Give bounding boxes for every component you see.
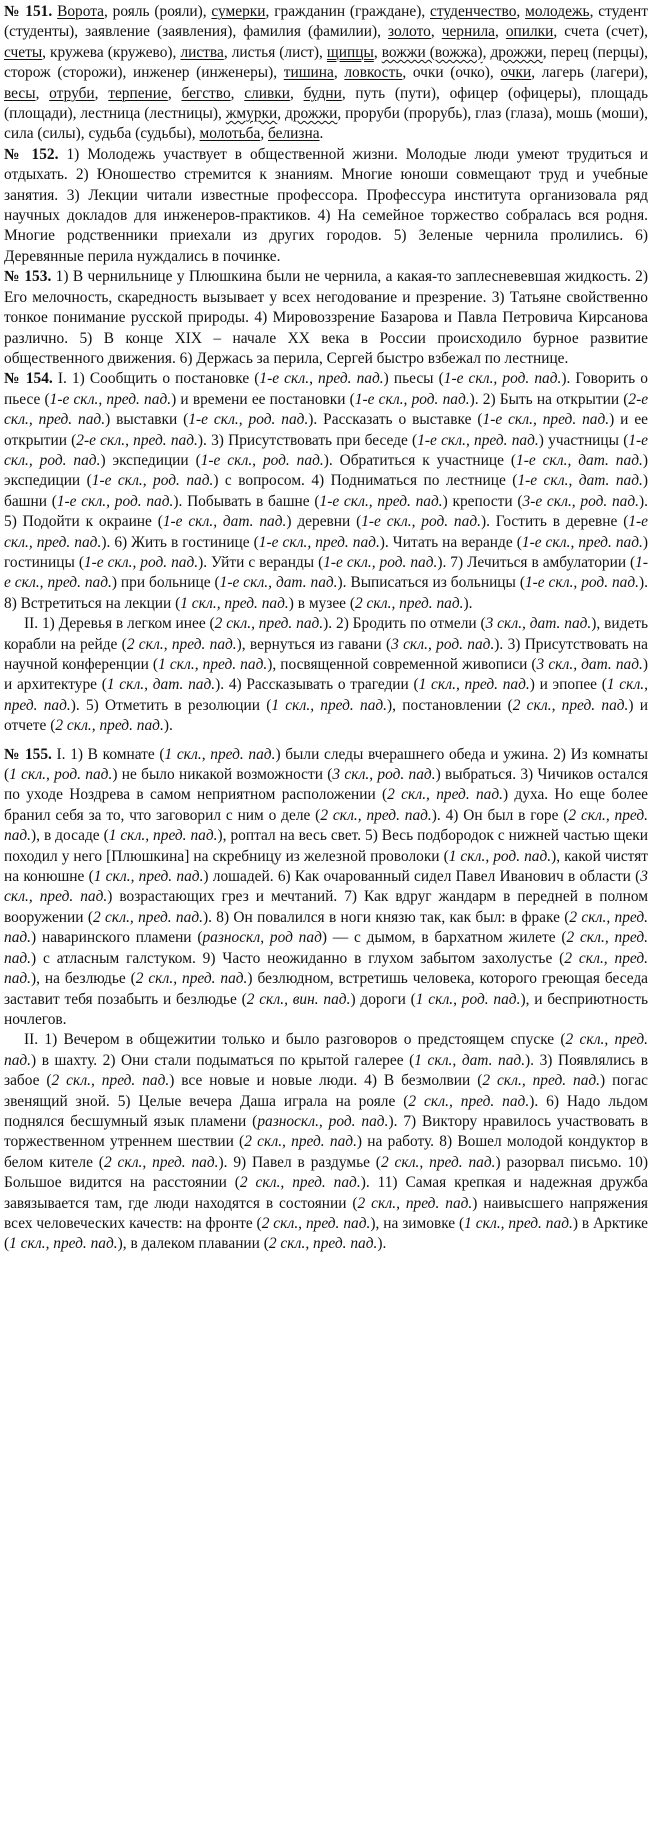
text-run: ). 3) Присутствовать на научной конференции ( xyxy=(4,635,649,673)
grammar-note: 2 скл., пред. пад. xyxy=(408,1092,530,1110)
underlined-word: чернила xyxy=(441,23,495,41)
text-run: ). Выписаться из больницы ( xyxy=(337,574,525,592)
exercise-151 xyxy=(4,2,648,145)
grammar-note: 2 скл., пред. пад. xyxy=(4,1031,648,1069)
text-run: ) башни ( xyxy=(4,472,648,510)
underlined-word: сумерки xyxy=(211,3,266,20)
text-run: , счета (счет), xyxy=(553,23,648,41)
grammar-note: 2 скл., пред. пад. xyxy=(482,1072,601,1090)
text-run: ) и отчете ( xyxy=(4,696,649,735)
text-run: , xyxy=(260,125,269,143)
text-run: ) в шахту. 2) Они стали подыматься по крытой галерее ( xyxy=(31,1051,415,1069)
text-run: ). 9) Павел в раздумье ( xyxy=(218,1153,381,1171)
exercise-number: № 155. xyxy=(4,745,52,763)
text-run: ). 5) Отметить в резолюции ( xyxy=(70,696,272,714)
grammar-note: 1 скл., пред. пад. xyxy=(108,827,218,845)
text-run: ), роптал на весь свет. 5) Весь подбородок с нижней частью щеки походил у него [Плюшкина] на скребницу из железной проволоки ( xyxy=(4,827,648,865)
text-run: ). 6) Жить в гостинице ( xyxy=(101,533,259,551)
underlined-word: золото xyxy=(388,23,431,41)
grammar-note: 3 скл., дат. пад. xyxy=(536,656,643,673)
underlined-word: молодежь xyxy=(525,3,590,20)
text-run: , кружева (кружево), xyxy=(42,43,181,61)
text-run: ) и ее открытии ( xyxy=(4,411,648,449)
grammar-note: 2-е скл., пред. пад. xyxy=(76,431,198,449)
grammar-note: 1-е скл., род. пад. xyxy=(188,411,309,429)
text-run: ) лошадей. 6) Как очарованный сидел Павел Иванович в области ( xyxy=(203,868,641,886)
text-run: ) и архитектуре ( xyxy=(4,656,648,694)
grammar-note: 1 скл., род. пад. xyxy=(415,990,521,1008)
grammar-note: 2 скл., пред. пад. xyxy=(103,1153,219,1171)
exercise-body xyxy=(4,3,648,142)
grammar-note: 1 скл., пред. пад. xyxy=(164,745,276,763)
text-run: II. 1) Деревья в легком инее ( xyxy=(24,615,215,633)
text-run: , листья (лист), xyxy=(223,43,327,61)
grammar-note: 3 скл., род. пад. xyxy=(332,766,436,784)
underlined-word: студенчество xyxy=(430,3,517,20)
grammar-note: 1-е скл., род. пад. xyxy=(443,370,562,388)
text-run: , xyxy=(482,43,491,61)
text-run: ) наваринского пламени ( xyxy=(31,929,203,947)
text-run: ). 8) Встретиться на лекции ( xyxy=(4,574,648,612)
text-run: , рояль (рояли), xyxy=(103,3,212,20)
text-run: ) не было никакой возможности ( xyxy=(112,766,333,784)
text-run: ). 11) Самая крепкая и надежная дружба завязывается там, где люди находятся в состоянии ( xyxy=(4,1174,648,1212)
text-run: ) выбраться. 3) Чичиков остался по уходе Ноздрева в самом неприятном расположении ( xyxy=(4,766,649,804)
grammar-note: 2 скл., пред. пад. xyxy=(512,696,629,714)
grammar-note: 2 скл., пред. пад. xyxy=(387,786,503,804)
grammar-note: 1-е скл., дат. пад. xyxy=(516,451,643,469)
text-run: , xyxy=(277,105,286,123)
text-run: , xyxy=(35,84,50,102)
text-run: II. 1) Вечером в общежитии только и было разговоров о предстоящем спуске ( xyxy=(24,1031,566,1049)
underlined-word: счеты xyxy=(4,43,43,61)
grammar-note: 1 скл., пред. пад. xyxy=(464,1214,573,1232)
grammar-note: 1 скл., пред. пад. xyxy=(9,1235,118,1253)
grammar-note: 1-е скл., пред. пад. xyxy=(259,370,384,388)
text-run: ) разорвал письмо. 10) Большое видится на расстоянии ( xyxy=(4,1153,648,1192)
text-run: ) возрастающих грез и мечтаний. 7) Как вдруг жандарм в передней в полном вооружении ( xyxy=(4,888,648,926)
exercise-155-part-2 xyxy=(4,1030,648,1254)
text-run: ). Говорить о пьесе ( xyxy=(4,370,649,408)
text-run: ), на безлюдье ( xyxy=(31,970,136,988)
text-run: ). 2) Быть на открытии ( xyxy=(469,390,629,408)
underlined-word: дрожжи xyxy=(285,105,338,123)
underlined-word: жмурки xyxy=(225,105,278,123)
grammar-note: 1-е скл., пред. пад. xyxy=(258,533,380,551)
grammar-note: 2 скл., пред. пад. xyxy=(4,929,648,967)
grammar-note: 1-е скл., род. пад. xyxy=(91,472,214,490)
grammar-note: 1-е скл., род. пад. xyxy=(354,390,470,408)
grammar-note: 1-е скл., род. пад. xyxy=(56,492,174,510)
underlined-word: белизна xyxy=(268,125,320,143)
text-run: ). Побывать в башне ( xyxy=(173,492,320,510)
text-run: , перец (перцы), сторож (сторожи), инженер (инженеры), xyxy=(4,43,648,82)
text-run: ) в музее ( xyxy=(288,594,355,612)
underlined-word: листва xyxy=(180,43,224,61)
text-run: ), в далеком плавании ( xyxy=(117,1235,269,1253)
exercise-154-part-1 xyxy=(4,369,648,614)
grammar-note: 2 скл., пред. пад. xyxy=(126,635,237,653)
grammar-note: 1-е скл., пред. пад. xyxy=(4,553,648,592)
text-run: ). Рассказать о выставке ( xyxy=(308,411,483,429)
underlined-word: очки xyxy=(500,64,532,82)
text-run: ) гостиницы ( xyxy=(4,533,649,571)
text-run: ). xyxy=(163,717,173,735)
text-run: ) дороги ( xyxy=(350,990,416,1008)
text-run: ) духа. Но еще более бранил себя за то, что заговорил с ним о деле ( xyxy=(4,786,648,824)
text-run: , xyxy=(430,23,442,41)
text-run: ). 7) Виктору нравилось участвовать в торжественном утреннем шествии ( xyxy=(4,1112,648,1151)
grammar-note: 1 скл., пред. пад. xyxy=(271,696,388,714)
exercise-body: 1) В чернильнице у Плюшкина были не чернила, а какая-то заплесневевшая жидкость. 2) Его мелочность, скаредность вызывает у всех негодование и презрение. 3) Татьяне свойственно тонкое понимание русской природы. 4) Мировоззрение Базарова и Павла Петровича Кирсанова различно. 5) В конце XIX – начале XX века в России происходило бурное развитие общественного движения. 6) Держась за перила, Сергей быстро взбежал по лестнице. xyxy=(4,268,649,367)
text-run: ) экспедиции ( xyxy=(4,451,648,490)
text-run: , xyxy=(373,43,382,61)
exercise-number: № 153. xyxy=(4,268,52,286)
grammar-note: 1-е скл., дат. пад. xyxy=(517,472,643,490)
exercise-153 xyxy=(4,267,648,369)
text-run: ) безлюдном, встретишь человека, которого греющая беседа заставит тебя позабыть и безлюдье ( xyxy=(4,970,648,1008)
grammar-note: 2 скл., пред. пад. xyxy=(4,949,649,988)
text-run: ). 3) Присутствовать при беседе ( xyxy=(197,431,418,449)
underlined-word: отруби xyxy=(49,84,95,102)
grammar-note: 1-е скл., дат. пад. xyxy=(162,513,287,531)
text-run: ) пьесы ( xyxy=(383,370,444,388)
grammar-note: 3-е скл., род. пад. xyxy=(522,492,639,510)
grammar-note: 1-е скл., род. пад. xyxy=(200,451,324,469)
text-run: ), в досаде ( xyxy=(31,827,109,845)
grammar-note: 1 скл., дат. пад. xyxy=(106,676,216,694)
text-run: ). xyxy=(463,594,473,612)
text-run: ). 2) Бродить по отмели ( xyxy=(323,615,486,633)
text-run: ). 4) Он был в горе ( xyxy=(431,806,569,824)
text-run: ), посвященной современной живописи ( xyxy=(267,656,537,673)
text-run: ) на работу. 8) Вошел молодой кондуктор в белом кителе ( xyxy=(4,1133,648,1171)
text-run: , xyxy=(333,64,345,82)
grammar-note: 1-е скл., пред. пад. xyxy=(521,533,643,551)
grammar-note: 2 скл., пред. пад. xyxy=(268,1235,378,1253)
grammar-note: 1-е скл., род. пад. xyxy=(323,553,438,571)
text-run: ) крепости ( xyxy=(442,492,523,510)
text-run: , лагерь (лагери), xyxy=(531,64,648,82)
text-run: ), видеть корабли на рейде ( xyxy=(4,615,649,653)
text-run: ), на зимовке ( xyxy=(370,1214,465,1232)
text-run: ). 3) Появлялись в забое ( xyxy=(4,1051,649,1090)
underlined-word: тишина xyxy=(283,64,334,82)
text-run: ) деревни ( xyxy=(286,513,362,531)
grammar-note: 1 скл., род. пад. xyxy=(448,847,552,865)
text-run: , путь (пути), офицер (офицеры), площадь (площади), лестница (лестницы), xyxy=(4,84,648,123)
grammar-note: 1-е скл., пред. пад. xyxy=(49,390,172,408)
text-run: ). 7) Лечиться в амбулатории ( xyxy=(437,553,636,571)
text-run: ) наивысшего напряжения всех человеческих качеств: на фронте ( xyxy=(4,1194,649,1232)
underlined-word: молотьба xyxy=(199,125,261,143)
grammar-note: 1-е скл., род. пад. xyxy=(83,553,199,571)
text-run: ) выставки ( xyxy=(105,411,189,429)
exercise-number: № 151. xyxy=(4,3,53,20)
grammar-note: 1 скл., пред. пад. xyxy=(418,676,530,694)
text-run: ) в Арктике ( xyxy=(4,1214,649,1253)
text-run: ) были следы вчерашнего обеда и ужина. 2) Из комнаты ( xyxy=(4,745,649,784)
text-run: ) с атласным галстуком. 9) Часто неожиданно в глухом забытом захолустье ( xyxy=(31,949,565,967)
exercise-154-part-2 xyxy=(4,614,648,736)
grammar-note: 2 скл., пред. пад. xyxy=(51,1072,170,1090)
underlined-word: Ворота xyxy=(57,3,104,20)
grammar-note: 1-е скл., пред. пад. xyxy=(319,492,443,510)
text-run: , xyxy=(494,23,506,41)
exercise-body xyxy=(4,370,648,611)
text-run: , xyxy=(230,84,245,102)
grammar-note: 1-е скл., дат. пад. xyxy=(219,574,338,592)
grammar-note: 3 скл., пред. пад. xyxy=(4,868,648,906)
grammar-note: 2 скл., вин. пад. xyxy=(246,990,351,1008)
text-run: ). Уйти с веранды ( xyxy=(198,553,324,571)
grammar-note: 2 скл., пред. пад. xyxy=(244,1133,357,1151)
text-run: , студент (студенты), заявление (заявления), фамилия (фамилии), xyxy=(4,3,648,41)
text-run: I. 1) В комнате ( xyxy=(51,745,165,763)
underlined-word: опилки xyxy=(505,23,554,41)
underlined-word: будни xyxy=(303,84,342,102)
text-run: ). xyxy=(377,1235,387,1253)
grammar-note: разноскл., род. пад. xyxy=(257,1112,389,1130)
grammar-note: 2 скл., пред. пад. xyxy=(320,806,432,824)
grammar-note: 2 скл., пред. пад. xyxy=(357,1194,473,1212)
grammar-note: 2 скл., пред. пад. xyxy=(214,615,324,633)
text-run: , xyxy=(94,84,109,102)
text-run: ). Читать на веранде ( xyxy=(379,533,522,551)
underlined-word: вожжи (вожжа) xyxy=(381,43,483,61)
underlined-word: терпение xyxy=(108,84,168,102)
grammar-note: 1-е скл., пред. пад. xyxy=(482,411,610,429)
text-run: , проруби (прорубь), глаз (глаза), мошь (моши), сила (силы), судьба (судьбы), xyxy=(4,105,648,143)
text-run: ) все новые и новые люди. 4) В безмолвии ( xyxy=(169,1072,483,1090)
text-run: I. 1) Сообщить о постановке ( xyxy=(52,370,260,388)
text-run: ), вернуться из гавани ( xyxy=(236,635,392,653)
grammar-note: 3 скл., род. пад. xyxy=(391,635,495,653)
text-run: , гражданин (граждане), xyxy=(265,3,431,20)
text-run: ), какой чистят на конюшне ( xyxy=(4,847,648,886)
grammar-note: 1 скл., пред. пад. xyxy=(180,594,289,612)
exercise-number: № 152. xyxy=(4,145,59,163)
text-run: ). 6) Надо льдом поднялся бесшумный язык пламени ( xyxy=(4,1092,649,1130)
grammar-note: 2 скл., пред. пад. xyxy=(92,908,203,926)
grammar-note: 1-е скл., пред. пад. xyxy=(4,513,648,551)
underlined-word: весы xyxy=(4,84,36,102)
exercise-number: № 154. xyxy=(4,370,53,388)
text-run: ) при больнице ( xyxy=(111,574,220,592)
underlined-word: щипцы xyxy=(326,43,374,61)
exercise-body xyxy=(4,1031,648,1252)
grammar-note: 2-е скл., пред. пад. xyxy=(4,390,649,429)
text-run: ). Гостить в деревне ( xyxy=(480,513,629,531)
grammar-note: 2 скл., пред. пад. xyxy=(355,594,464,612)
underlined-word: дрожжи xyxy=(490,43,543,61)
text-run: ). Обратиться к участнице ( xyxy=(323,451,517,469)
grammar-note: 1-е скл., род. пад. xyxy=(361,513,481,531)
grammar-note: 2 скл., пред. пад. xyxy=(4,806,649,845)
text-run: ) — с дымом, в бархатном жилете ( xyxy=(321,929,567,947)
exercise-152 xyxy=(4,145,648,267)
text-run: ), и бесприютность ночлегов. xyxy=(4,990,648,1028)
grammar-note: 1-е скл., род. пад. xyxy=(4,431,649,469)
text-run: ). 4) Рассказывать о трагедии ( xyxy=(215,676,419,694)
text-run: ) и времени ее постановки ( xyxy=(171,390,355,408)
text-run: . xyxy=(319,125,324,143)
underlined-word: сливки xyxy=(244,84,290,102)
grammar-note: 1-е скл., пред. пад. xyxy=(417,431,539,449)
text-run: , xyxy=(167,84,182,102)
grammar-note: разноскл, род пад xyxy=(202,929,322,947)
underlined-word: ловкость xyxy=(344,64,403,82)
text-run: , xyxy=(289,84,304,102)
grammar-note: 1 скл., пред. пад. xyxy=(93,868,204,886)
text-run: ) и эпопее ( xyxy=(529,676,607,694)
text-run: , xyxy=(516,3,526,20)
grammar-note: 2 скл., пред. пад. xyxy=(55,717,164,735)
underlined-word: бегство xyxy=(181,84,231,102)
grammar-note: 1 скл., род. пад. xyxy=(9,766,113,784)
exercise-body xyxy=(4,746,648,1028)
grammar-note: 1-е скл., род. пад. xyxy=(524,574,639,592)
grammar-note: 2 скл., пред. пад. xyxy=(4,908,648,947)
grammar-note: 2 скл., пред. пад. xyxy=(380,1153,496,1171)
text-run: ) участницы ( xyxy=(538,431,629,449)
exercise-body: 1) Молодежь участвует в общественной жизни. Молодые люди умеют трудиться и отдыхать. 2) Юношество стремится к знаниям. Многие юноши совмещают труд и учебные занятия. 3) Лекции читали известные профессора. Профессура института организовала ряд научных докладов для инженеров-практиков. 4) На семейное торжество собралась вся родня. Многие родственники приехали из других городов. 5) Зеленые чернила пролились. 6) Деревянные перила нуждались в починке. xyxy=(4,145,649,265)
text-run: ) с вопросом. 4) Подниматься по лестнице ( xyxy=(213,472,518,490)
text-run: ). 5) Подойти к окраине ( xyxy=(4,492,648,531)
text-run: ). 8) Он повалился в ноги князю так, как был: в фраке ( xyxy=(202,908,570,926)
text-run: ) экспедиции ( xyxy=(100,451,201,469)
exercise-body xyxy=(4,615,648,734)
grammar-note: 1 скл., дат. пад. xyxy=(414,1051,526,1069)
grammar-note: 3 скл., дат. пад. xyxy=(485,615,592,633)
grammar-note: 2 скл., пред. пад. xyxy=(261,1214,371,1232)
text-run: , очки (очко), xyxy=(402,64,501,82)
exercise-155-part-1 xyxy=(4,745,648,1031)
grammar-note: 1 скл., пред. пад. xyxy=(4,676,649,714)
grammar-note: 2 скл., пред. пад. xyxy=(239,1174,361,1192)
grammar-note: 1 скл., пред. пад. xyxy=(158,656,268,673)
text-run: ) погас звенящий зной. 5) Целые вечера Даша играла на рояле ( xyxy=(4,1072,648,1110)
text-run: ), постановлении ( xyxy=(387,696,513,714)
grammar-note: 2 скл., пред. пад. xyxy=(135,970,248,988)
